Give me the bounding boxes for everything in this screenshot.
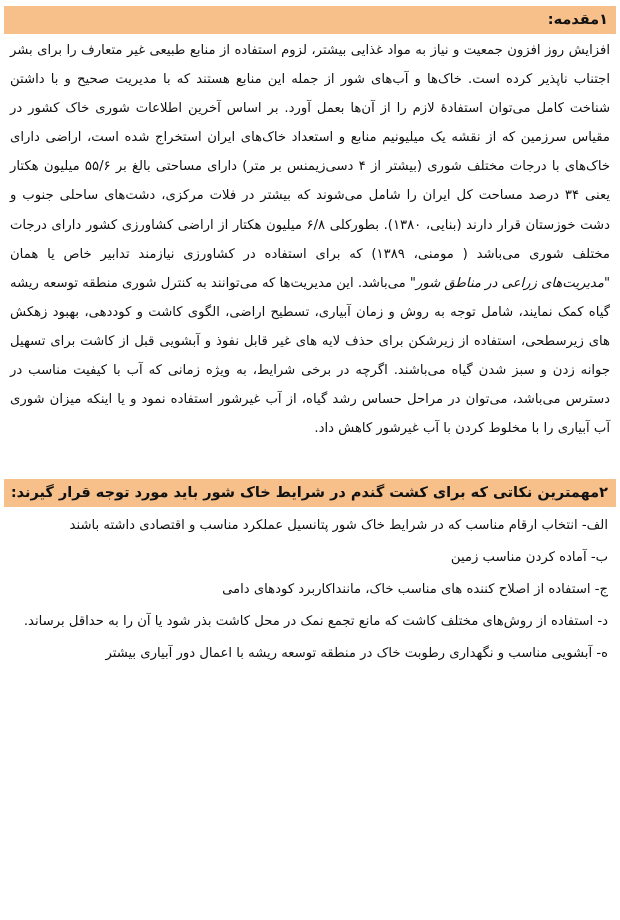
introduction-paragraph — [10, 36, 610, 443]
document-page — [0, 6, 620, 920]
paragraph-text-part-2: " می‌باشد. این مدیریت‌ها که می‌توانند به کنترل شوری منطقه توسعه ریشه گیاه کمک نمایند، شامل توجه به روش و زمان آبیاری، تسطیح اراضی، الگوی کاشت و کوددهی، بهبود زهکش های زیرسطحی، استفاده از زیرشکن برای حذف لایه های غیر قابل نفوذ و آبشویی قبل از کاشت برای تسهیل جوانه زدن و سبز شدن گیاه می‌باشند. اگرچه در برخی شرایط، به ویژه زمانی که آب با کیفیت مناسب در دسترس می‌باشد، می‌توان در مراحل حساس رشد گیاه، از آب غیرشور استفاده نمود و یا اینکه میزان شوری آب آبیاری را با مخلوط کردن با آب غیرشور کاهش داد. — [10, 275, 610, 437]
list-item: د- استفاده از روش‌های مختلف کاشت که مانع تجمع نمک در محل کاشت بذر شود یا آن را به حداقل برساند. — [23, 614, 608, 630]
tips-list — [0, 511, 620, 668]
list-item: ب- آماده کردن مناسب زمین — [450, 550, 608, 566]
section-spacer — [0, 443, 620, 479]
list-item: ج- استفاده از اصلاح کننده های مناسب خاک، ماننداکاربرد کودهای دامی — [222, 582, 608, 598]
section-heading-wheat-tips: ۲مهمترین نکاتی که برای کشت گندم در شرایط خاک شور باید مورد توجه قرار گیرند: — [4, 479, 616, 507]
italic-phrase: مدیریت‌های زراعی در مناطق شور — [416, 275, 604, 291]
section-heading-introduction: ۱مقدمه: — [4, 6, 616, 34]
introduction-section — [0, 36, 620, 443]
list-item: ه- آبشویی مناسب و نگهداری رطوبت خاک در منطقه توسعه ریشه با اعمال دور آبیاری بیشتر — [105, 646, 608, 662]
list-item: الف- انتخاب ارقام مناسب که در شرایط خاک شور پتانسیل عملکرد مناسب و اقتصادی داشته باشند — [69, 518, 608, 534]
paragraph-text-part-1: افزایش روز افزون جمعیت و نیاز به مواد غذایی بیشتر، لزوم استفاده از منابع طبیعی غیر متعارف را برای بشر اجتناب ناپذیر کرده است. خاک‌ها و آب‌های شور از جمله این منابع هستند که با مدیریت صحیح و با داشتن شناخت کامل می‌توان استفادهٔ لازم را از آن‌ها بعمل آورد. بر اساس آخرین اطلاعات شوری خاک کشور در مقیاس سرزمین که از نقشه یک میلیونیم منابع و استعداد خاک‌های ایران استخراج شده است، اراضی دارای خاک‌های با درجات مختلف شوری (بیشتر از ۴ دسی‌زیمنس بر متر) دارای مساحتی بالغ بر ۵۵/۶ میلیون هکتار یعنی ۳۴ درصد مساحت کل ایران را شامل می‌شوند که بیشتر در فلات مرکزی، دشت‌های ساحلی جنوب و دشت خوزستان قرار دارند (بنایی، ۱۳۸۰). بطورکلی ۶/۸ میلیون هکتار از اراضی کشاورزی کشور دارای درجات مختلف شوری می‌باشد ( مومنی، ۱۳۸۹) که برای استفاده در کشاورزی نیازمند تدابیر خاص یا همان " — [10, 43, 611, 291]
